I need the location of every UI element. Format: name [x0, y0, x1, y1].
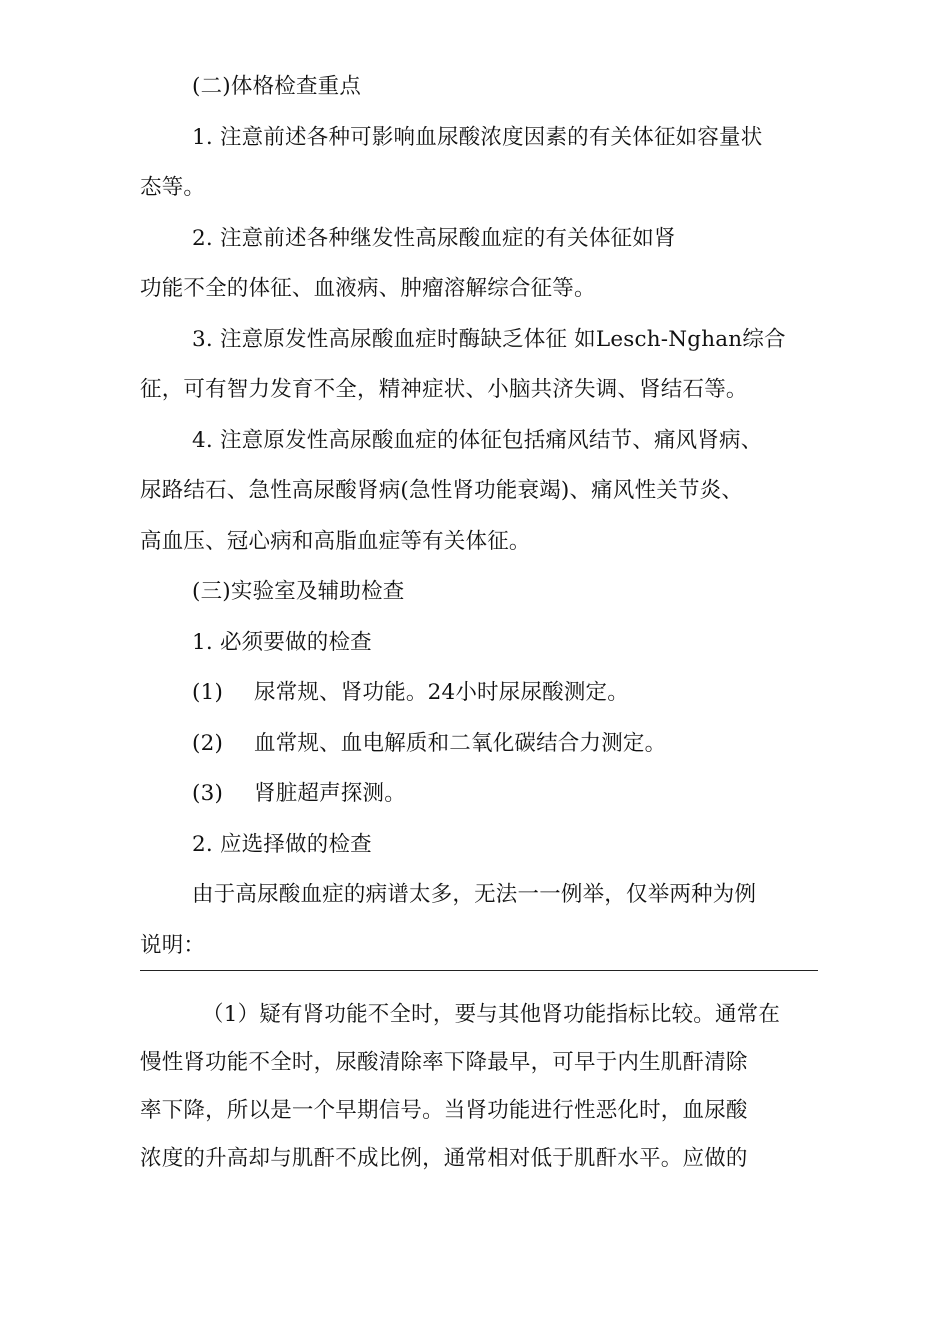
list-item-text: 肾脏超声探测。: [254, 781, 406, 806]
paragraph-item3-line2: 征，可有智力发育不全，精神症状、小脑共济失调、肾结石等。: [140, 377, 748, 402]
list-item-number: (3): [192, 781, 224, 806]
list-item-text: 尿常规、肾功能。24小时尿尿酸测定。: [254, 680, 629, 705]
list-item-number: (1): [192, 680, 224, 705]
section-heading-physical-exam: (二)体格检查重点: [192, 74, 362, 99]
paragraph-renal-line2: 慢性肾功能不全时，尿酸清除率下降最早，可早于内生肌酐清除: [140, 1050, 748, 1075]
document-page-upper: [140, 62, 818, 971]
paragraph-intro-line1: 由于高尿酸血症的病谱太多，无法一一例举，仅举两种为例: [192, 882, 757, 907]
paragraph-item1-line1: 1. 注意前述各种可影响血尿酸浓度因素的有关体征如容量状: [192, 124, 763, 150]
list-item: [140, 719, 818, 770]
paragraph-item2-line2: 功能不全的体征、血液病、肿瘤溶解综合征等。: [140, 276, 596, 301]
paragraph-renal-line4: 浓度的升高却与肌酐不成比例，通常相对低于肌酐水平。应做的: [140, 1146, 748, 1171]
list-item: [140, 769, 818, 820]
section-heading-lab-exam: (三)实验室及辅助检查: [192, 579, 405, 604]
paragraph-item1-line2: 态等。: [140, 175, 206, 200]
paragraph-item4-line2: 尿路结石、急性高尿酸肾病(急性肾功能衰竭)、痛风性关节炎、: [140, 478, 744, 503]
paragraph-intro-line2: 说明：: [140, 932, 206, 958]
subheading-required-tests: 1. 必须要做的检查: [192, 629, 372, 655]
list-item: [140, 668, 818, 719]
paragraph-item2-line1: 2. 注意前述各种继发性高尿酸血症的有关体征如肾: [192, 225, 676, 251]
paragraph-item4-line3: 高血压、冠心病和高脂血症等有关体征。: [140, 528, 531, 554]
page-divider: [140, 970, 818, 971]
paragraph-renal-line1: （1）疑有肾功能不全时，要与其他肾功能指标比较。通常在: [202, 1002, 781, 1027]
paragraph-item4-line1: 4. 注意原发性高尿酸血症的体征包括痛风结节、痛风肾病、: [192, 427, 763, 453]
list-item-text: 血常规、血电解质和二氧化碳结合力测定。: [254, 730, 667, 756]
document-page-lower: [140, 991, 818, 1183]
list-item-number: (2): [192, 730, 224, 756]
subheading-optional-tests: 2. 应选择做的检查: [192, 831, 372, 857]
paragraph-item3-line1: 3. 注意原发性高尿酸血症时酶缺乏体征 如Lesch-Nghan综合: [192, 326, 786, 352]
paragraph-renal-line3: 率下降，所以是一个早期信号。当肾功能进行性恶化时，血尿酸: [140, 1098, 748, 1123]
